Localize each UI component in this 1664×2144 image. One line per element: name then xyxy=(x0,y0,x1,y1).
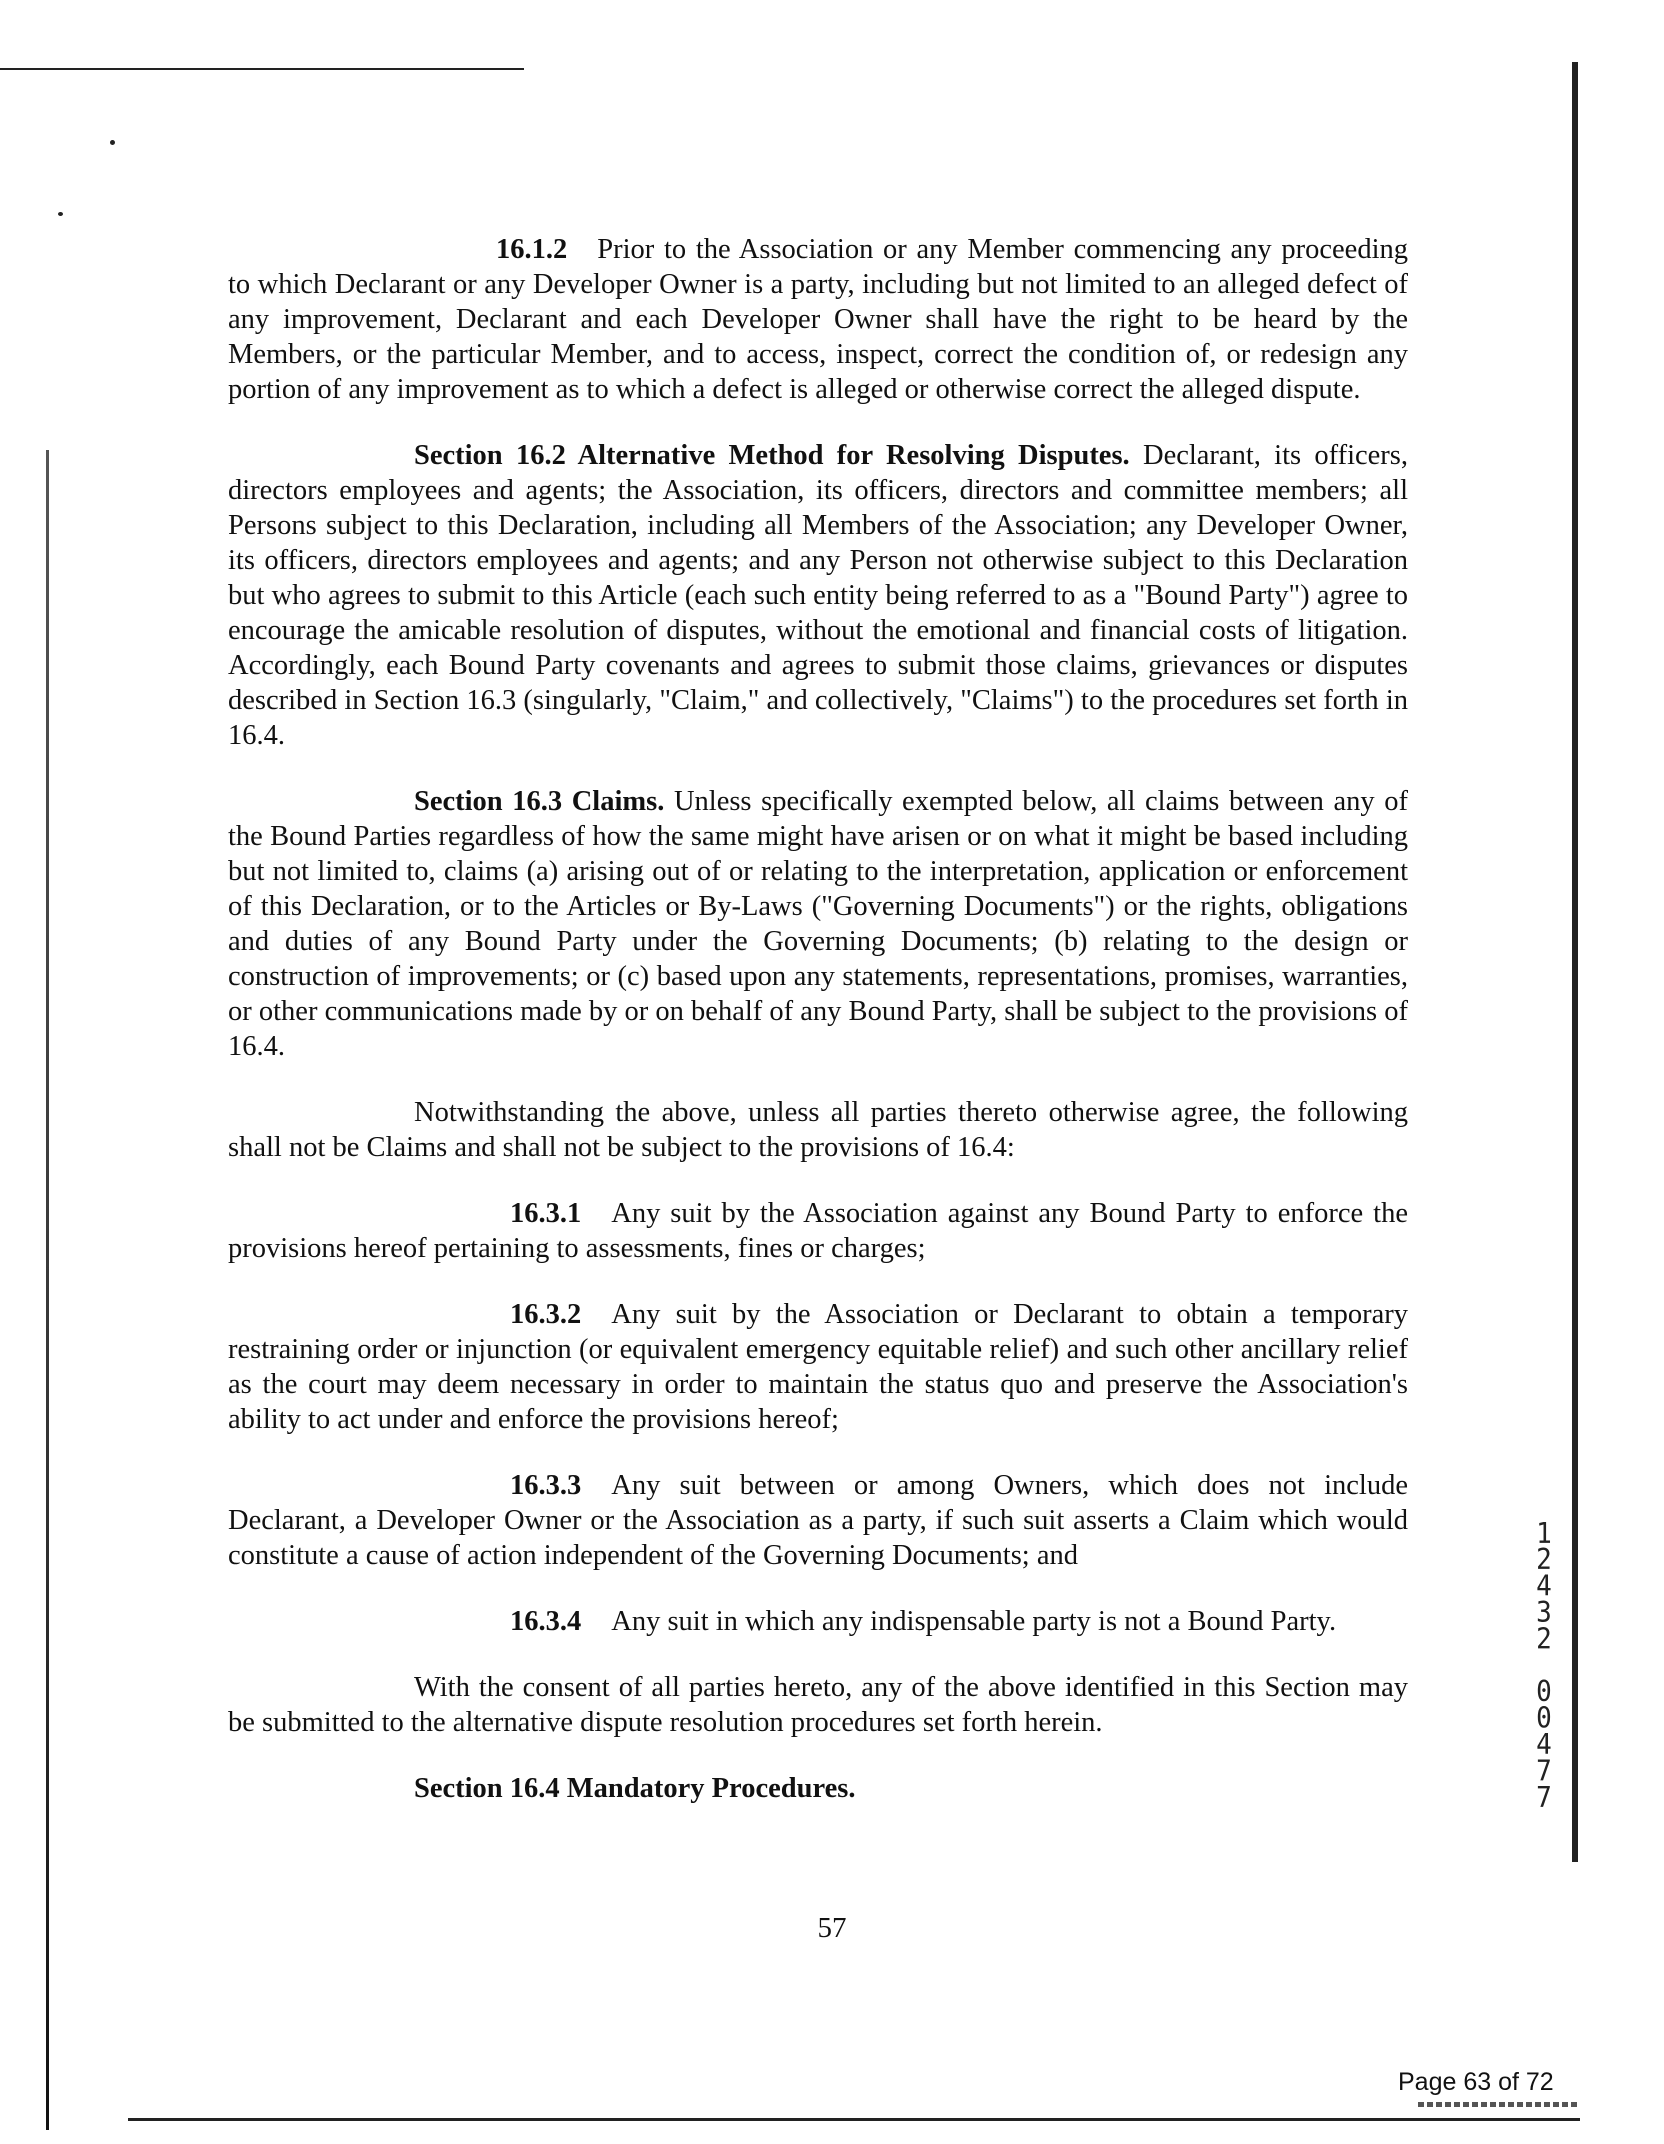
section-16-3 xyxy=(228,784,1408,1064)
stamp-digit: 2 xyxy=(1536,1623,1552,1657)
stamp-digit: 3 xyxy=(1536,1596,1552,1630)
section-16-4-heading: Section 16.4 Mandatory Procedures. xyxy=(414,1773,856,1804)
scan-right-edge xyxy=(1572,62,1578,1862)
paragraph-number: 16.1.2 xyxy=(496,234,568,265)
paragraph-text: With the consent of all parties hereto, any of the above identified in this Section may be submitted to the alternative dispute resolution procedures set forth herein. xyxy=(228,1672,1408,1738)
page-number: 57 xyxy=(817,1912,847,1944)
stamp-digit: 0 xyxy=(1536,1675,1552,1709)
scan-speck xyxy=(110,140,115,145)
paragraph-number: 16.3.4 xyxy=(510,1606,582,1637)
recording-stamp xyxy=(1530,1517,1558,1815)
paragraph-text: Prior to the Association or any Member commencing any proceeding to which Declarant or any Developer Owner is a party, including but not limited to an alleged defect of any improvement, Declarant and each Developer Owner shall have the right to be heard by the Members, or the particular Member, and to access, inspect, correct the condition of, or redesign any portion of any improvement as to which a defect is alleged or otherwise correct the alleged dispute. xyxy=(228,234,1408,405)
paragraph-16-3-1 xyxy=(228,1196,1408,1266)
paragraph-text: Any suit by the Association or Declarant to obtain a temporary restraining order or injunction (or equivalent emergency equitable relief) and such other ancillary relief as the court may deem necessary in order to maintain the status quo and preserve the Association's ability to act under and enforce the provisions hereof; xyxy=(228,1299,1408,1435)
paragraph-text: Unless specifically exempted below, all claims between any of the Bound Parties regardless of how the same might have arisen or on what it might be based including but not limited to, claims (a) arising out of or relating to the interpretation, application or enforcement of this Declaration, or to the Articles or By-Laws ("Governing Documents") or the rights, obligations and duties of any Bound Party under the Governing Documents; (b) relating to the design or construction of improvements; or (c) based upon any statements, representations, promises, warranties, or other communications made by or on behalf of any Bound Party, shall be subject to the provisions of 16.4. xyxy=(228,786,1408,1062)
paragraph-text: Any suit in which any indispensable party is not a Bound Party. xyxy=(611,1606,1337,1637)
stamp-digit: 4 xyxy=(1536,1728,1552,1762)
paragraph-16-1-2 xyxy=(228,232,1408,407)
stamp-digit: 2 xyxy=(1536,1543,1552,1577)
scan-speck xyxy=(58,212,63,216)
paragraph-number: 16.3.1 xyxy=(510,1198,582,1229)
page-of-counter: Page 63 of 72 xyxy=(1398,2068,1554,2096)
consent-paragraph xyxy=(228,1670,1408,1740)
stamp-digit: 1 xyxy=(1536,1517,1552,1551)
stamp-digit: 7 xyxy=(1536,1781,1552,1815)
stamp-digit: 7 xyxy=(1536,1755,1552,1789)
scan-left-edge xyxy=(46,450,49,2130)
paragraph-text: Any suit between or among Owners, which does not include Declarant, a Developer Owner or the Association as a party, if such suit asserts a Claim which would constitute a cause of action independent of the Governing Documents; and xyxy=(228,1470,1408,1571)
paragraph-16-3-2 xyxy=(228,1297,1408,1437)
section-16-2 xyxy=(228,438,1408,753)
stamp-digit: 4 xyxy=(1536,1570,1552,1604)
paragraph-number: 16.3.3 xyxy=(510,1470,582,1501)
paragraph-text: Notwithstanding the above, unless all parties thereto otherwise agree, the following shall not be Claims and shall not be subject to the provisions of 16.4: xyxy=(228,1097,1408,1163)
section-heading: Section 16.3 Claims. xyxy=(414,786,665,817)
stamp-digit: 0 xyxy=(1536,1702,1552,1736)
paragraph-text: Any suit by the Association against any Bound Party to enforce the provisions hereof pertaining to assessments, fines or charges; xyxy=(228,1198,1408,1264)
document-body xyxy=(228,232,1408,1806)
paragraph-16-3-4 xyxy=(228,1604,1408,1639)
paragraph-16-3-3 xyxy=(228,1468,1408,1573)
section-heading: Section 16.2 Alternative Method for Resolving Disputes. xyxy=(414,440,1130,471)
scan-bottom-rule xyxy=(128,2118,1580,2121)
scan-timestamp-strip xyxy=(1418,2102,1578,2107)
paragraph-number: 16.3.2 xyxy=(510,1299,582,1330)
paragraph-text: Declarant, its officers, directors employees and agents; the Association, its officers, directors and committee members; all Persons subject to this Declaration, including all Members of the Association; any Developer Owner, its officers, directors employees and agents; and any Person not otherwise subject to this Declaration but who agrees to submit to this Article (each such entity being referred to as a "Bound Party") agree to encourage the amicable resolution of disputes, without the emotional and financial costs of litigation. Accordingly, each Bound Party covenants and agrees to submit those claims, grievances or disputes described in Section 16.3 (singularly, "Claim," and collectively, "Claims") to the procedures set forth in 16.4. xyxy=(228,440,1409,751)
scan-top-rule xyxy=(0,68,524,70)
notwithstanding-paragraph xyxy=(228,1095,1408,1165)
